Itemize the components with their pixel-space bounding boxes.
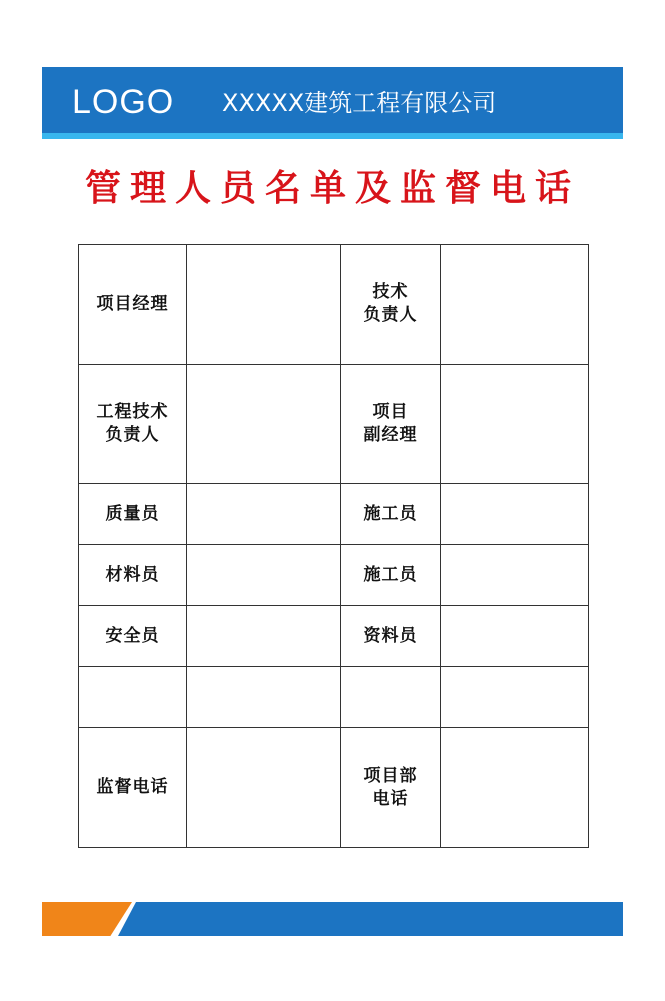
role-label-cell: [79, 545, 187, 606]
table-row: [79, 484, 589, 545]
role-label: 质量员: [105, 503, 160, 524]
role-label: 技术 负责人: [363, 282, 418, 326]
role-label: 项目部 电话: [363, 765, 418, 809]
role-label: 资料员: [363, 625, 418, 646]
role-label: 材料员: [105, 564, 160, 585]
name-value-cell: [187, 606, 341, 667]
table-row: [79, 606, 589, 667]
name-value-cell: [441, 484, 589, 545]
name-value-cell: [187, 728, 341, 848]
name-value-cell: [187, 545, 341, 606]
role-label-cell: [341, 545, 441, 606]
role-label: 安全员: [105, 625, 160, 646]
name-value-cell: [441, 667, 589, 728]
role-label: 工程技术 负责人: [96, 401, 169, 445]
role-label-cell: [79, 364, 187, 484]
logo: LOGO: [72, 83, 175, 121]
name-value-cell: [187, 364, 341, 484]
footer-blue-band: [118, 902, 623, 936]
role-label-cell: [341, 728, 441, 848]
name-value-cell: [441, 245, 589, 365]
name-value-cell: [187, 245, 341, 365]
role-label: 项目经理: [96, 293, 169, 314]
name-value-cell: [441, 728, 589, 848]
company-name: XXXXX建筑工程有限公司: [222, 89, 497, 117]
role-label: 项目 副经理: [363, 401, 418, 445]
name-value-cell: [187, 667, 341, 728]
role-label-cell: [79, 667, 187, 728]
name-value-cell: [441, 364, 589, 484]
role-label-cell: [79, 484, 187, 545]
name-value-cell: [441, 545, 589, 606]
table-row: [79, 364, 589, 484]
role-label: 监督电话: [96, 777, 169, 798]
footer-orange-accent: [42, 902, 132, 936]
header-accent-stripe: [42, 133, 623, 139]
page-title: 管理人员名单及监督电话: [84, 167, 580, 209]
role-label-cell: [341, 484, 441, 545]
name-value-cell: [441, 606, 589, 667]
role-label-cell: [341, 606, 441, 667]
role-label-cell: [79, 245, 187, 365]
role-label-cell: [341, 667, 441, 728]
role-label-cell: [341, 364, 441, 484]
name-value-cell: [187, 484, 341, 545]
table-row: [79, 728, 589, 848]
table-row: [79, 667, 589, 728]
staff-roster-table: [78, 244, 589, 848]
role-label: 施工员: [363, 503, 418, 524]
role-label-cell: [341, 245, 441, 365]
table-row: [79, 545, 589, 606]
role-label-cell: [79, 728, 187, 848]
table-row: [79, 245, 589, 365]
role-label-cell: [79, 606, 187, 667]
role-label: 施工员: [363, 564, 418, 585]
